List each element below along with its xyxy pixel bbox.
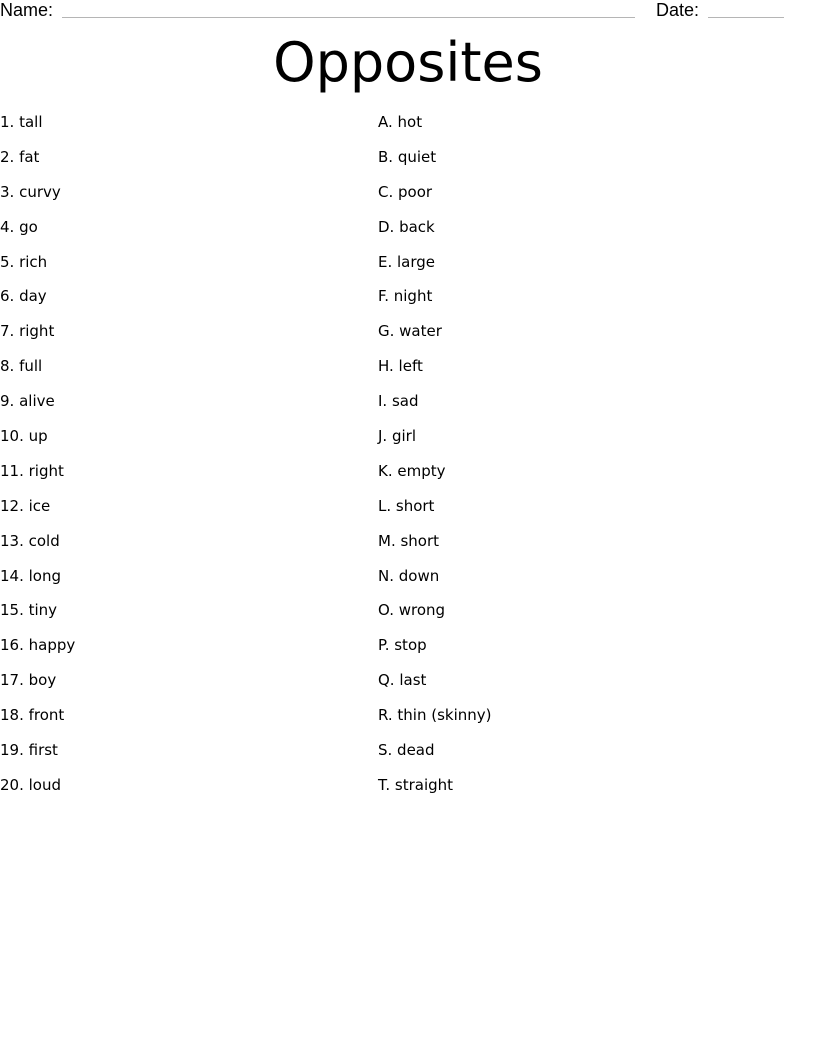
word-item: 6. day (0, 287, 47, 306)
answer-item: D. back (378, 217, 435, 236)
word-item: 1. tall (0, 113, 43, 131)
word-item: 11. right (0, 461, 64, 480)
answer-item: L. short (378, 496, 435, 515)
answer-item: G. water (378, 322, 442, 341)
word-item: 19. first (0, 741, 58, 760)
word-item: 15. tiny (0, 601, 58, 620)
word-item: 4. go (0, 217, 38, 236)
word-list (0, 112, 75, 810)
word-item: 12. ice (0, 496, 51, 515)
answer-item: Q. last (378, 671, 427, 690)
answer-item: E. large (378, 252, 436, 271)
word-item: 20. loud (0, 775, 61, 794)
answer-item: F. night (378, 287, 433, 306)
word-item: 14. long (0, 566, 61, 585)
answer-item: S. dead (378, 741, 435, 760)
answer-item: R. thin (skinny) (378, 706, 492, 725)
answer-item: O. wrong (378, 601, 446, 620)
word-item: 5. rich (0, 252, 48, 271)
answer-item: J. girl (378, 427, 416, 446)
date-blank-line (708, 17, 784, 18)
word-item: 16. happy (0, 636, 76, 655)
date-label: Date: (656, 0, 700, 20)
answer-item: T. straight (378, 775, 454, 794)
answer-item: A. hot (378, 113, 423, 131)
word-item: 17. boy (0, 671, 57, 690)
answer-item: N. down (378, 566, 440, 585)
word-item: 8. full (0, 357, 43, 376)
word-item: 9. alive (0, 392, 55, 411)
answer-item: K. empty (378, 461, 446, 480)
answer-item: M. short (378, 531, 440, 550)
answer-item: I. sad (378, 392, 419, 411)
word-item: 7. right (0, 322, 55, 341)
word-item: 10. up (0, 427, 48, 446)
answer-list (378, 112, 492, 810)
worksheet-header (0, 0, 816, 22)
name-blank-line (62, 17, 635, 18)
answer-item: P. stop (378, 636, 427, 655)
answer-item: H. left (378, 357, 423, 376)
word-item: 2. fat (0, 147, 40, 166)
answer-item: C. poor (378, 182, 433, 201)
name-label: Name: (0, 0, 54, 20)
page-title: Opposites (273, 31, 543, 94)
word-item: 13. cold (0, 531, 60, 550)
word-item: 18. front (0, 706, 65, 725)
word-item: 3. curvy (0, 182, 61, 201)
answer-item: B. quiet (378, 147, 437, 166)
